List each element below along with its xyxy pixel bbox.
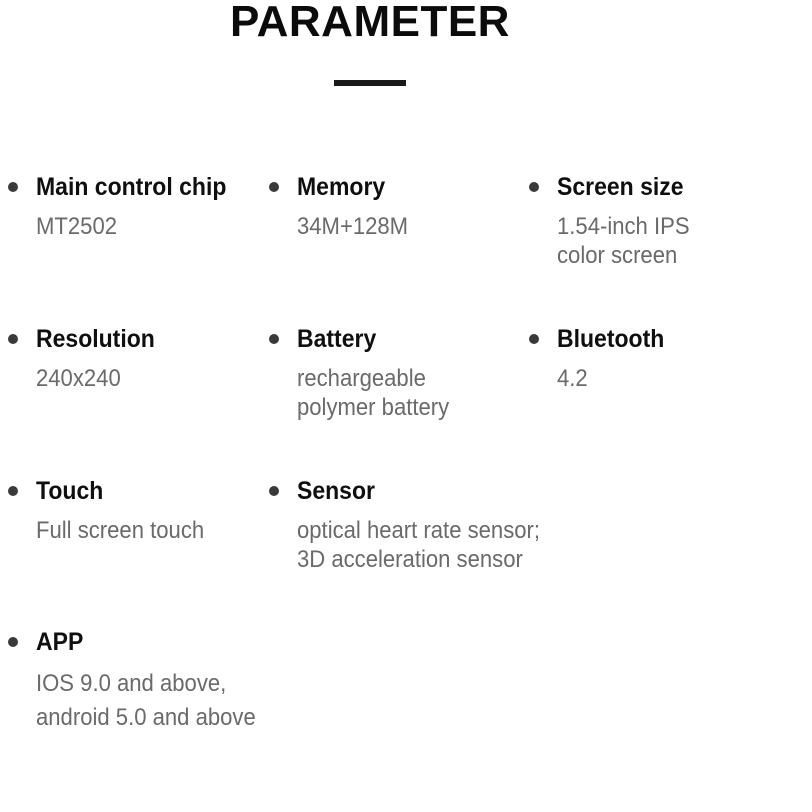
param-value: IOS 9.0 and above, android 5.0 and above — [36, 670, 256, 731]
bullet-dot-icon — [8, 182, 18, 192]
param-label: Screen size — [557, 173, 684, 201]
param-value: Full screen touch — [36, 517, 205, 544]
bullet-dot-icon — [529, 182, 539, 192]
bullet-dot-icon — [8, 637, 18, 647]
bullet-dot-icon — [529, 334, 539, 344]
param-label: Bluetooth — [557, 325, 665, 353]
param-value: 1.54-inch IPS color screen — [557, 213, 690, 269]
param-label: Sensor — [297, 477, 375, 505]
title-divider — [334, 80, 406, 86]
bullet-dot-icon — [8, 334, 18, 344]
param-label: Memory — [297, 173, 386, 201]
page-title: PARAMETER — [230, 0, 510, 46]
param-label: Resolution — [36, 325, 155, 353]
bullet-dot-icon — [8, 486, 18, 496]
param-value: 240x240 — [36, 365, 121, 392]
bullet-dot-icon — [269, 486, 279, 496]
param-label: Touch — [36, 477, 104, 505]
bullet-dot-icon — [269, 334, 279, 344]
bullet-dot-icon — [269, 182, 279, 192]
param-value: 34M+128M — [297, 213, 409, 240]
param-label: Battery — [297, 325, 377, 353]
param-label: APP — [36, 628, 84, 656]
param-value: rechargeable polymer battery — [297, 365, 450, 421]
param-value: optical heart rate sensor; 3D acceleration sensor — [297, 517, 541, 573]
param-value: 4.2 — [557, 365, 588, 392]
param-label: Main control chip — [36, 173, 227, 201]
param-value: MT2502 — [36, 213, 118, 240]
